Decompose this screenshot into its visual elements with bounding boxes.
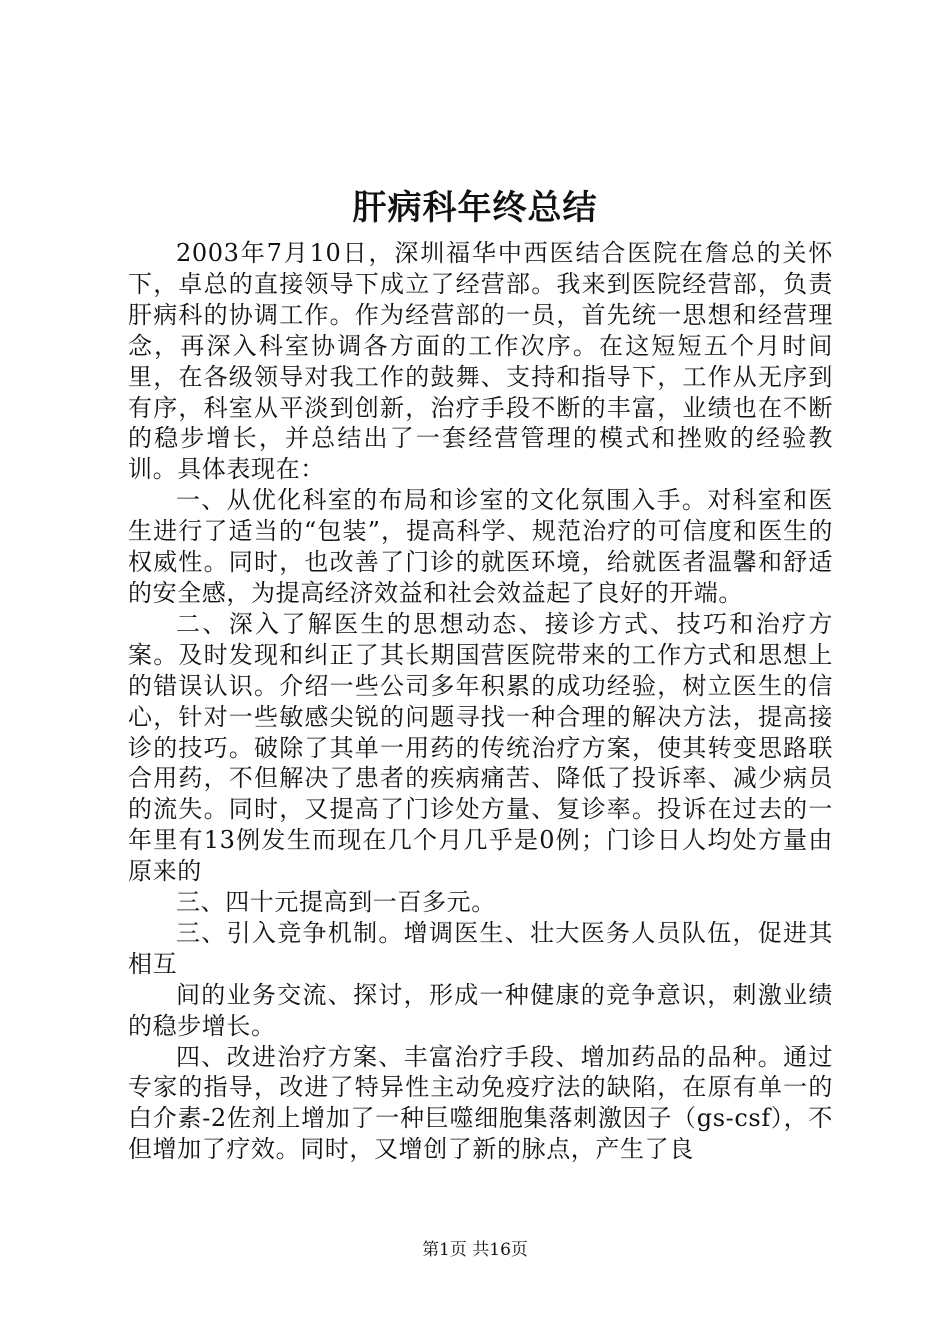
paragraph-4: 三、引入竞争机制。增调医生、壮大医务人员队伍，促进其相互 — [128, 918, 833, 978]
paragraph-2: 二、深入了解医生的思想动态、接诊方式、技巧和治疗方案。及时发现和纠正了其长期国营医院带来的工作方式和思想上的错误认识。介绍一些公司多年积累的成功经验，树立医生的信心，针对一些敏感尖锐的问题寻找一种合理的解决方法，提高接诊的技巧。破除了其单一用药的传统治疗方案，使其转变思路联合用药，不但解决了患者的疾病痛苦、降低了投诉率、减少病员的流失。同时，又提高了门诊处方量、复诊率。投诉在过去的一年里有13例发生而现在几个月几乎是0例；门诊日人均处方量由原来的 — [128, 609, 833, 886]
paragraph-6: 四、改进治疗方案、丰富治疗手段、增加药品的品种。通过专家的指导，改进了特异性主动免疫疗法的缺陷，在原有单一的白介素-2佐剂上增加了一种巨噬细胞集落刺激因子（gs-csf），不但增加了疗效。同时，又增创了新的脉点，产生了良 — [128, 1042, 833, 1164]
page-footer — [0, 1238, 950, 1262]
document-body — [128, 238, 833, 1165]
paragraph-intro: 2003年7月10日，深圳福华中西医结合医院在詹总的关怀下，卓总的直接领导下成立了经营部。我来到医院经营部，负责肝病科的协调工作。作为经营部的一员，首先统一思想和经营理念，再深入科室协调各方面的工作次序。在这短短五个月时间里，在各级领导对我工作的鼓舞、支持和指导下，工作从无序到有序，科室从平淡到创新，治疗手段不断的丰富，业绩也在不断的稳步增长，并总结出了一套经营管理的模式和挫败的经验教训。具体表现在： — [128, 239, 833, 484]
paragraph-5: 间的业务交流、探讨，形成一种健康的竞争意识，刺激业绩的稳步增长。 — [128, 980, 833, 1040]
paragraph-3: 三、四十元提高到一百多元。 — [176, 888, 496, 917]
paragraph-1: 一、从优化科室的布局和诊室的文化氛围入手。对科室和医生进行了适当的“包装”，提高科学、规范治疗的可信度和医生的权威性。同时，也改善了门诊的就医环境，给就医者温馨和舒适的安全感，为提高经济效益和社会效益起了良好的开端。 — [128, 486, 833, 607]
document-title: 肝病科年终总结 — [352, 188, 598, 228]
page-number: 第1页 — [422, 1240, 467, 1260]
page-total: 共16页 — [472, 1240, 528, 1260]
